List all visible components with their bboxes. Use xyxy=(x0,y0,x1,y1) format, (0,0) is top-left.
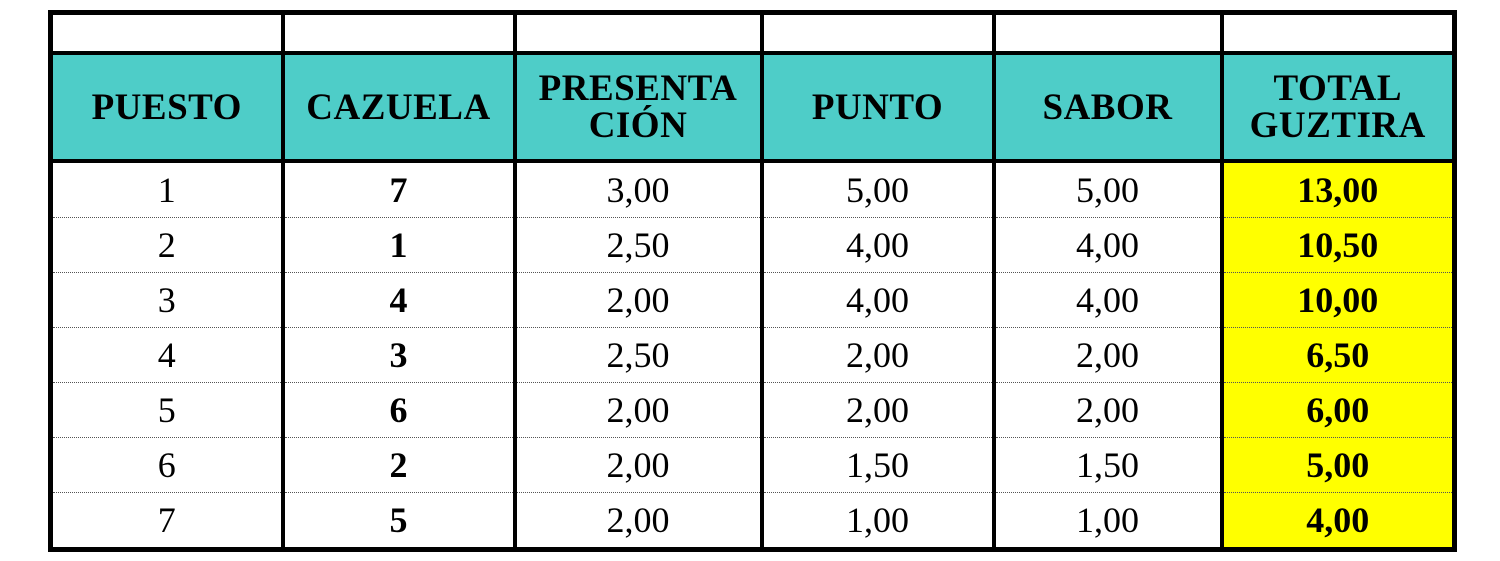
results-table-container xyxy=(48,10,1452,552)
table-spacer-row xyxy=(51,13,1455,54)
cell-cazuela: 5 xyxy=(283,493,515,550)
cell-presentacion: 2,50 xyxy=(515,218,762,273)
cell-puesto: 6 xyxy=(51,438,283,493)
column-header-cazuela-label: CAZUELA xyxy=(306,86,491,128)
column-header-puesto-label: PUESTO xyxy=(91,86,242,128)
cell-punto: 1,00 xyxy=(762,493,994,550)
table-row xyxy=(51,383,1455,438)
cell-punto: 4,00 xyxy=(762,273,994,328)
table-row xyxy=(51,218,1455,273)
cell-total: 10,50 xyxy=(1222,218,1455,273)
cell-total: 5,00 xyxy=(1222,438,1455,493)
table-row xyxy=(51,438,1455,493)
spacer-cell xyxy=(1222,13,1455,54)
cell-cazuela: 1 xyxy=(283,218,515,273)
cell-total: 10,00 xyxy=(1222,273,1455,328)
cell-cazuela: 3 xyxy=(283,328,515,383)
cell-total: 13,00 xyxy=(1222,161,1455,218)
cell-presentacion: 2,00 xyxy=(515,273,762,328)
cell-sabor: 5,00 xyxy=(994,161,1222,218)
cell-sabor: 2,00 xyxy=(994,383,1222,438)
cell-cazuela: 2 xyxy=(283,438,515,493)
table-row xyxy=(51,273,1455,328)
cell-presentacion: 2,50 xyxy=(515,328,762,383)
cell-total: 4,00 xyxy=(1222,493,1455,550)
cell-punto: 5,00 xyxy=(762,161,994,218)
table-row xyxy=(51,328,1455,383)
column-header-total-label-line1: TOTAL xyxy=(1273,68,1403,109)
cell-presentacion: 2,00 xyxy=(515,493,762,550)
column-header-sabor-label: SABOR xyxy=(1042,86,1173,128)
cell-total: 6,00 xyxy=(1222,383,1455,438)
cell-puesto: 3 xyxy=(51,273,283,328)
table-row xyxy=(51,493,1455,550)
cell-presentacion: 2,00 xyxy=(515,383,762,438)
table-header-row xyxy=(51,53,1455,161)
cell-sabor: 4,00 xyxy=(994,273,1222,328)
cell-presentacion: 3,00 xyxy=(515,161,762,218)
column-header-total xyxy=(1222,53,1455,161)
cell-sabor: 4,00 xyxy=(994,218,1222,273)
cell-sabor: 1,00 xyxy=(994,493,1222,550)
cell-cazuela: 7 xyxy=(283,161,515,218)
cell-sabor: 1,50 xyxy=(994,438,1222,493)
cell-punto: 4,00 xyxy=(762,218,994,273)
page-edge-mark xyxy=(4,52,10,70)
cell-puesto: 5 xyxy=(51,383,283,438)
cell-cazuela: 4 xyxy=(283,273,515,328)
column-header-presentacion-label-line1: PRESENTA xyxy=(538,68,738,109)
spacer-cell xyxy=(51,13,283,54)
spacer-cell xyxy=(515,13,762,54)
results-table xyxy=(48,10,1457,552)
cell-cazuela: 6 xyxy=(283,383,515,438)
spacer-cell xyxy=(762,13,994,54)
column-header-punto-label: PUNTO xyxy=(811,86,944,128)
cell-puesto: 1 xyxy=(51,161,283,218)
cell-punto: 2,00 xyxy=(762,383,994,438)
column-header-total-label-line2: GUZTIRA xyxy=(1249,105,1426,146)
cell-punto: 1,50 xyxy=(762,438,994,493)
table-row xyxy=(51,161,1455,218)
cell-puesto: 7 xyxy=(51,493,283,550)
spacer-cell xyxy=(283,13,515,54)
column-header-presentacion-label-line2: CIÓN xyxy=(588,105,688,146)
column-header-presentacion xyxy=(515,53,762,161)
cell-puesto: 4 xyxy=(51,328,283,383)
cell-total: 6,50 xyxy=(1222,328,1455,383)
cell-sabor: 2,00 xyxy=(994,328,1222,383)
column-header-cazuela xyxy=(283,53,515,161)
column-header-sabor xyxy=(994,53,1222,161)
cell-punto: 2,00 xyxy=(762,328,994,383)
column-header-puesto xyxy=(51,53,283,161)
column-header-punto xyxy=(762,53,994,161)
cell-puesto: 2 xyxy=(51,218,283,273)
cell-presentacion: 2,00 xyxy=(515,438,762,493)
spacer-cell xyxy=(994,13,1222,54)
